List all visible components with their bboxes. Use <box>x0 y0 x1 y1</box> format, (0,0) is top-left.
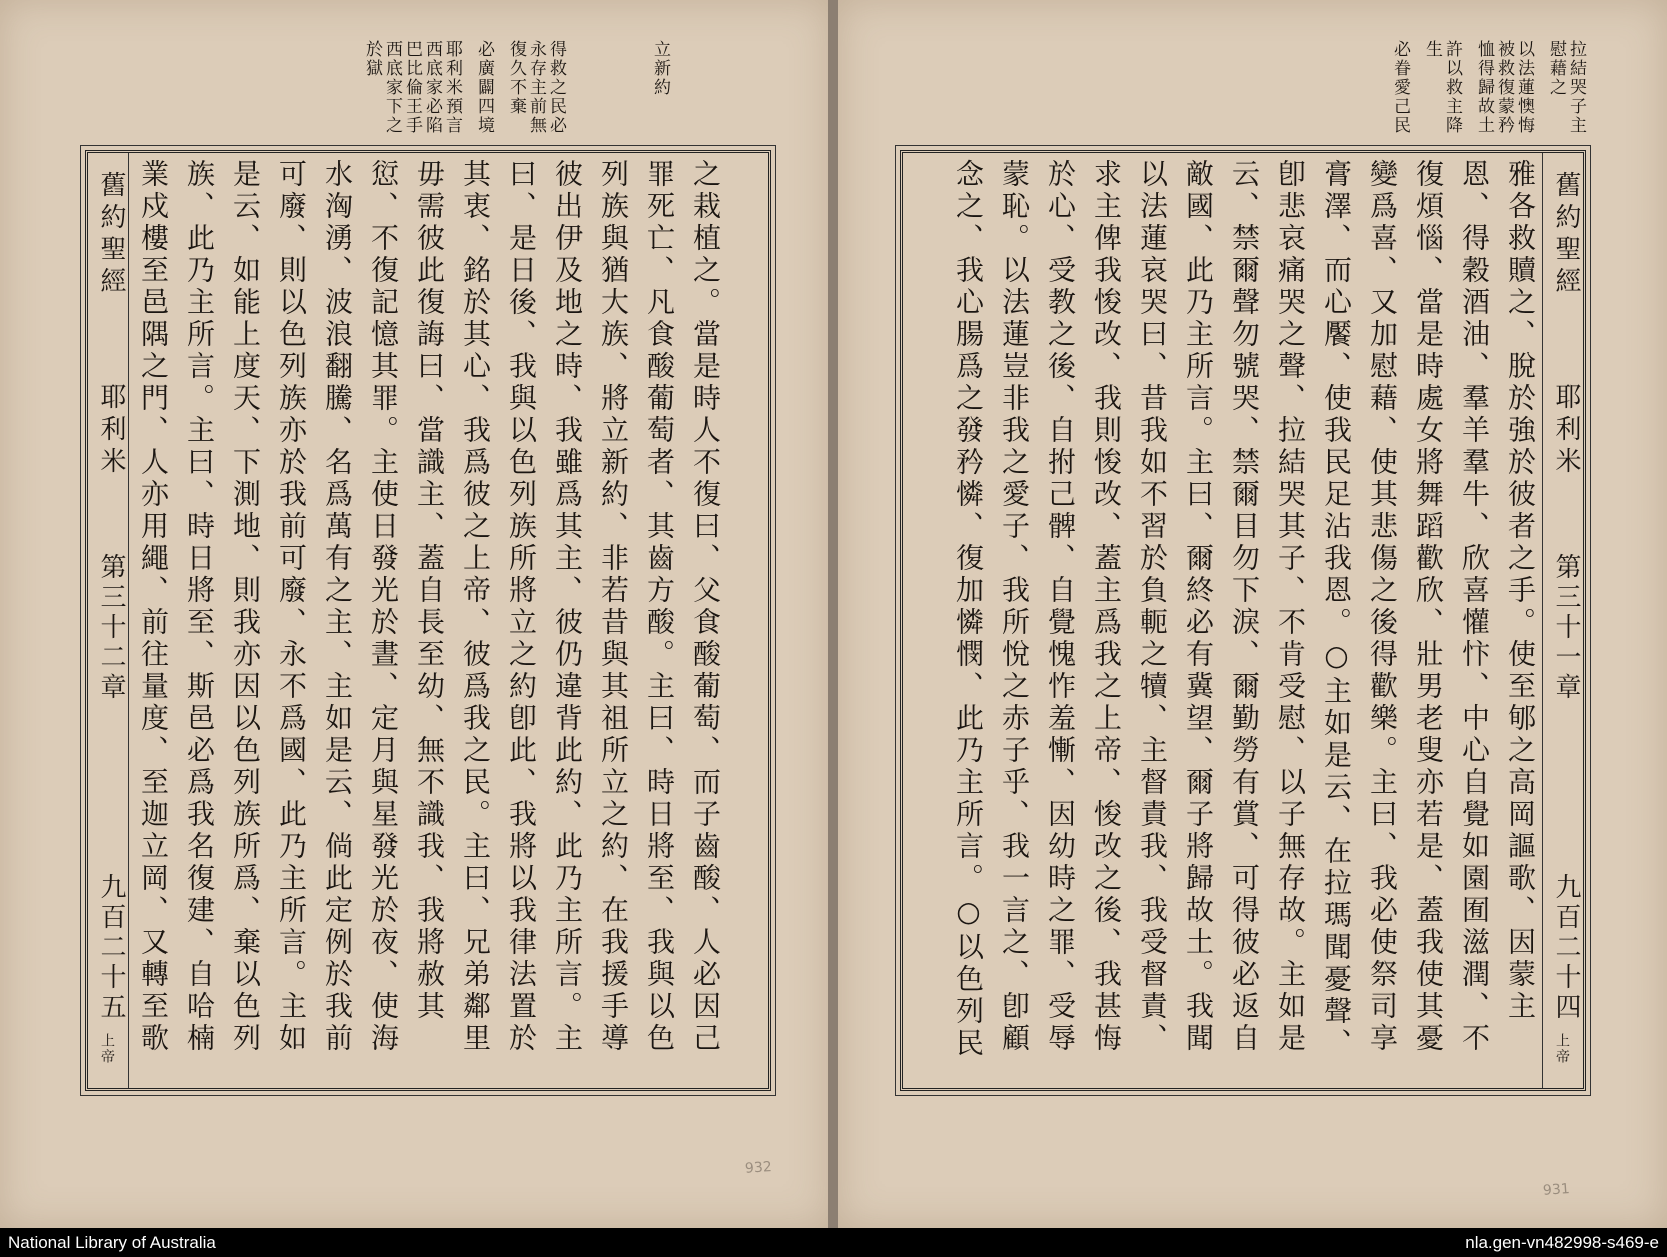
header-page-number: 九百二十四 <box>1551 873 1581 1023</box>
margin-note: 拉結哭子主慰藉之 <box>1546 40 1586 135</box>
margin-note: 以法蓮懊悔被救復蒙矜恤得歸故土 <box>1474 40 1534 135</box>
pencil-page-mark: 931 <box>1542 1181 1571 1199</box>
left-page <box>0 0 830 1228</box>
header-page-number: 九百二十五 <box>96 873 126 1023</box>
header-volume: 上帝 <box>99 1033 115 1065</box>
footer-item-id: nla.gen-vn482998-s469-e <box>1465 1232 1659 1252</box>
margin-note: 得救之民必永存主前無復久不棄 <box>506 40 566 135</box>
header-chapter: 第三十一章 <box>1551 553 1581 703</box>
viewer-footer <box>0 1228 1667 1257</box>
header-title: 舊約聖經 <box>1551 171 1581 299</box>
left-body-text: 之栽植之。當是時人不復曰、父食酸葡萄、而子齒酸、人必因己罪死亡、凡食酸葡萄者、其齒方酸。主曰、時日將至、我與以色列族與猶大族、將立新約、非若昔與其祖所立之約、在我援手導彼出伊及地之時、我雖爲其主、彼仍違背此約、此乃主所言。主曰、是日後、我與以色列族所將立之約卽此、我將以我律法置於其衷、銘於其心、我爲彼之上帝、彼爲我之民。主曰、兄弟鄰里毋需彼此復誨曰、當識主、蓋自長至幼、無不識我、我將赦其愆、不復記憶其罪。主使日發光於晝、定月與星發光於夜、使海水洶湧、波浪翻騰、名爲萬有之主、主如是云、倘此定例於我前可廢、則以色列族亦於我前可廢、永不爲國、此乃主所言。主如是云、如能上度天、下測地、則我亦因以色列族所爲、棄以色列族、此乃主所言。主曰、時日將至、斯邑必爲我名復建、自哈楠業戍樓至邑隅之門、人亦用繩、前往量度、至迦立岡、又轉至歌 <box>137 159 722 1055</box>
right-margin-notes <box>908 40 1628 150</box>
margin-note: 耶利米預言西底家必陷巴比倫王手西底家下之於獄 <box>362 40 462 135</box>
header-book: 耶利米 <box>96 383 126 479</box>
margin-note: 許以救主降生 <box>1422 40 1462 135</box>
margin-note: 必眷愛己民 <box>1390 40 1410 135</box>
margin-note: 立新約 <box>650 40 670 97</box>
header-chapter: 第三十二章 <box>96 553 126 703</box>
margin-note-faint <box>1598 40 1628 150</box>
left-running-header <box>88 153 129 1088</box>
right-running-header <box>1542 153 1583 1088</box>
header-title: 舊約聖經 <box>96 171 126 299</box>
right-body-text: 雅各救贖之、脫於強於彼者之手。使至郇之高岡謳歌、因蒙主恩、得穀酒油、羣羊羣牛、欣喜懽忭、中心自覺如園囿滋潤、不復煩惱、當是時處女將舞蹈歡欣、壯男老叟亦若是、蓋我使其憂變爲喜、又加慰藉、使其悲傷之後得歡樂。主曰、我必使祭司享膏澤、而心饜、使我民足沾我恩。○主如是云、在拉瑪聞憂聲、卽悲哀痛哭之聲、拉結哭其子、不肯受慰、以子無存故。主如是云、禁爾聲勿號哭、禁爾目勿下淚、爾勤勞有賞、可得彼必返自敵國、此乃主所言。主曰、爾終必有冀望、爾子將歸故土。我聞以法蓮哀哭曰、昔我如不習於負軛之犢、主督責我、我受督責、求主俾我悛改、我則悛改、蓋主爲我之上帝、悛改之後、我甚悔於心、受教之後、自拊己髀、自覺愧怍羞慚、因幼時之罪、受辱蒙恥。以法蓮豈非我之愛子、我所悅之赤子乎、我一言之、卽顧念之、我心腸爲之發矜憐、復加憐憫、此乃主所言。○以色列民 <box>952 159 1537 1060</box>
header-book: 耶利米 <box>1551 383 1581 479</box>
left-margin-notes <box>170 40 670 150</box>
margin-note: 必廣闢四境 <box>474 40 494 135</box>
right-page <box>838 0 1667 1228</box>
footer-library-name: National Library of Australia <box>8 1232 216 1252</box>
right-text-frame <box>900 150 1586 1091</box>
header-volume: 上帝 <box>1554 1033 1570 1065</box>
left-text-frame <box>85 150 771 1091</box>
margin-note-faint <box>578 40 638 150</box>
pencil-page-mark: 932 <box>744 1159 773 1177</box>
